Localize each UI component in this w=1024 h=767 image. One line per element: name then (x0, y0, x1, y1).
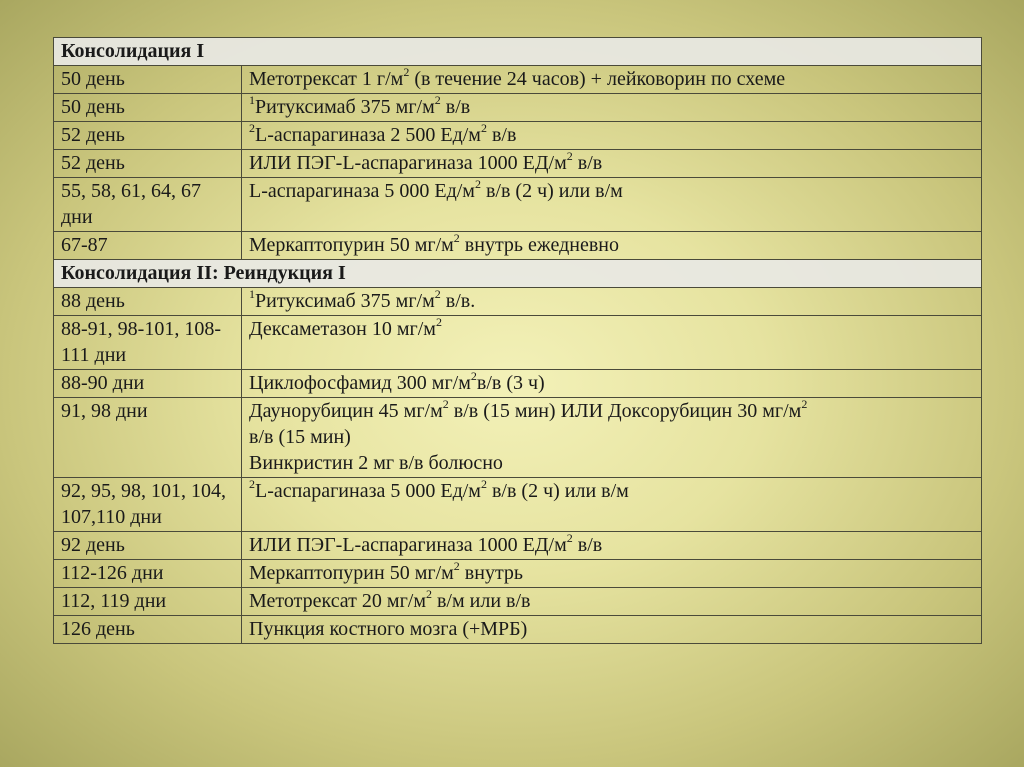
drug-text: в/в (2 ч) или в/м (480, 180, 623, 202)
superscript: 1 (249, 93, 255, 108)
drug-text: в/в (15 мин) (249, 426, 351, 448)
day-cell: 92 день (54, 532, 242, 560)
drug-cell (242, 150, 982, 178)
table-row (54, 560, 982, 588)
table-row (54, 316, 982, 370)
drug-line (249, 94, 973, 120)
table-row (54, 150, 982, 178)
drug-cell (242, 316, 982, 370)
drug-line (249, 398, 973, 424)
superscript: 2 (801, 397, 808, 412)
drug-text: Дексаметазон 10 мг/м (249, 318, 436, 340)
drug-text: Ритуксимаб 375 мг/м (255, 96, 435, 118)
section-title: Консолидация I (54, 38, 982, 66)
superscript: 2 (425, 587, 432, 602)
day-cell: 88-90 дни (54, 370, 242, 398)
drug-text: в/в (3 ч) (476, 372, 545, 394)
drug-text: в/в (15 мин) ИЛИ Доксорубицин 30 мг/м (448, 400, 802, 422)
drug-line (249, 288, 973, 314)
drug-cell (242, 178, 982, 232)
drug-line (249, 588, 973, 614)
drug-text: ИЛИ ПЭГ-L-аспарагиназа 1000 ЕД/м (249, 534, 567, 556)
day-cell: 88 день (54, 288, 242, 316)
superscript: 2 (470, 369, 477, 384)
superscript: 2 (453, 231, 460, 246)
day-cell: 88-91, 98-101, 108-111 дни (54, 316, 242, 370)
drug-cell (242, 370, 982, 398)
drug-cell (242, 532, 982, 560)
drug-text: в/в (2 ч) или в/м (486, 480, 629, 502)
drug-text: Винкристин 2 мг в/в болюсно (249, 452, 503, 474)
drug-text: в/в (440, 96, 471, 118)
superscript: 2 (435, 315, 442, 330)
drug-text: Метотрексат 20 мг/м (249, 590, 426, 612)
table-row (54, 178, 982, 232)
drug-text: ИЛИ ПЭГ-L-аспарагиназа 1000 ЕД/м (249, 152, 567, 174)
drug-cell (242, 122, 982, 150)
table-row (54, 478, 982, 532)
superscript: 2 (249, 477, 255, 492)
day-cell: 52 день (54, 150, 242, 178)
drug-text: L-аспарагиназа 5 000 Ед/м (255, 480, 481, 502)
drug-cell (242, 66, 982, 94)
table-row (54, 370, 982, 398)
table-row (54, 288, 982, 316)
drug-line (249, 66, 973, 92)
drug-line (249, 316, 973, 342)
drug-text: в/в. (440, 290, 476, 312)
drug-cell (242, 588, 982, 616)
drug-line (249, 424, 973, 450)
day-cell: 50 день (54, 66, 242, 94)
day-cell: 112-126 дни (54, 560, 242, 588)
table-row (54, 122, 982, 150)
table-row (54, 532, 982, 560)
drug-line (249, 178, 973, 204)
superscript: 2 (434, 287, 441, 302)
drug-text: Даунорубицин 45 мг/м (249, 400, 443, 422)
day-cell: 67-87 (54, 232, 242, 260)
drug-text: Пункция костного мозга (+МРБ) (249, 618, 528, 640)
superscript: 2 (453, 559, 460, 574)
drug-text: в/в (486, 124, 517, 146)
superscript: 2 (566, 531, 573, 546)
drug-line (249, 560, 973, 586)
superscript: 2 (249, 121, 255, 136)
table-row (54, 66, 982, 94)
drug-text: внутрь (459, 562, 524, 584)
drug-text: L-аспарагиназа 2 500 Ед/м (255, 124, 481, 146)
drug-text: Меркаптопурин 50 мг/м (249, 562, 454, 584)
drug-text: Ритуксимаб 375 мг/м (255, 290, 435, 312)
drug-line (249, 450, 973, 476)
table-row (54, 616, 982, 644)
superscript: 2 (474, 177, 481, 192)
day-cell: 50 день (54, 94, 242, 122)
drug-text: Метотрексат 1 г/м (249, 68, 404, 90)
table-row (54, 94, 982, 122)
drug-text: в/в (572, 152, 603, 174)
superscript: 2 (566, 149, 573, 164)
superscript: 2 (442, 397, 449, 412)
drug-cell (242, 232, 982, 260)
drug-cell (242, 288, 982, 316)
drug-text: в/в (572, 534, 603, 556)
table-row (54, 232, 982, 260)
drug-line (249, 232, 973, 258)
superscript: 2 (480, 121, 487, 136)
drug-cell (242, 398, 982, 478)
drug-text: Циклофосфамид 300 мг/м (249, 372, 471, 394)
drug-text: Меркаптопурин 50 мг/м (249, 234, 454, 256)
table-row (54, 588, 982, 616)
drug-line (249, 616, 973, 642)
superscript: 2 (434, 93, 441, 108)
drug-cell (242, 560, 982, 588)
day-cell: 55, 58, 61, 64, 67 дни (54, 178, 242, 232)
superscript: 2 (403, 65, 410, 80)
drug-cell (242, 478, 982, 532)
section-header-row (54, 38, 982, 66)
superscript: 2 (480, 477, 487, 492)
section-header-row (54, 260, 982, 288)
day-cell: 52 день (54, 122, 242, 150)
section-title: Консолидация II: Реиндукция I (54, 260, 982, 288)
superscript: 1 (249, 287, 255, 302)
treatment-schedule-table (53, 37, 982, 644)
drug-line (249, 478, 973, 504)
day-cell: 92, 95, 98, 101, 104, 107,110 дни (54, 478, 242, 532)
drug-line (249, 150, 973, 176)
drug-text: L-аспарагиназа 5 000 Ед/м (249, 180, 475, 202)
drug-line (249, 122, 973, 148)
drug-line (249, 370, 973, 396)
drug-cell (242, 616, 982, 644)
day-cell: 126 день (54, 616, 242, 644)
table-row (54, 398, 982, 478)
drug-cell (242, 94, 982, 122)
day-cell: 112, 119 дни (54, 588, 242, 616)
drug-line (249, 532, 973, 558)
drug-text: в/м или в/в (431, 590, 531, 612)
drug-text: (в течение 24 часов) + лейковорин по схеме (409, 68, 786, 90)
day-cell: 91, 98 дни (54, 398, 242, 478)
drug-text: внутрь ежедневно (459, 234, 619, 256)
